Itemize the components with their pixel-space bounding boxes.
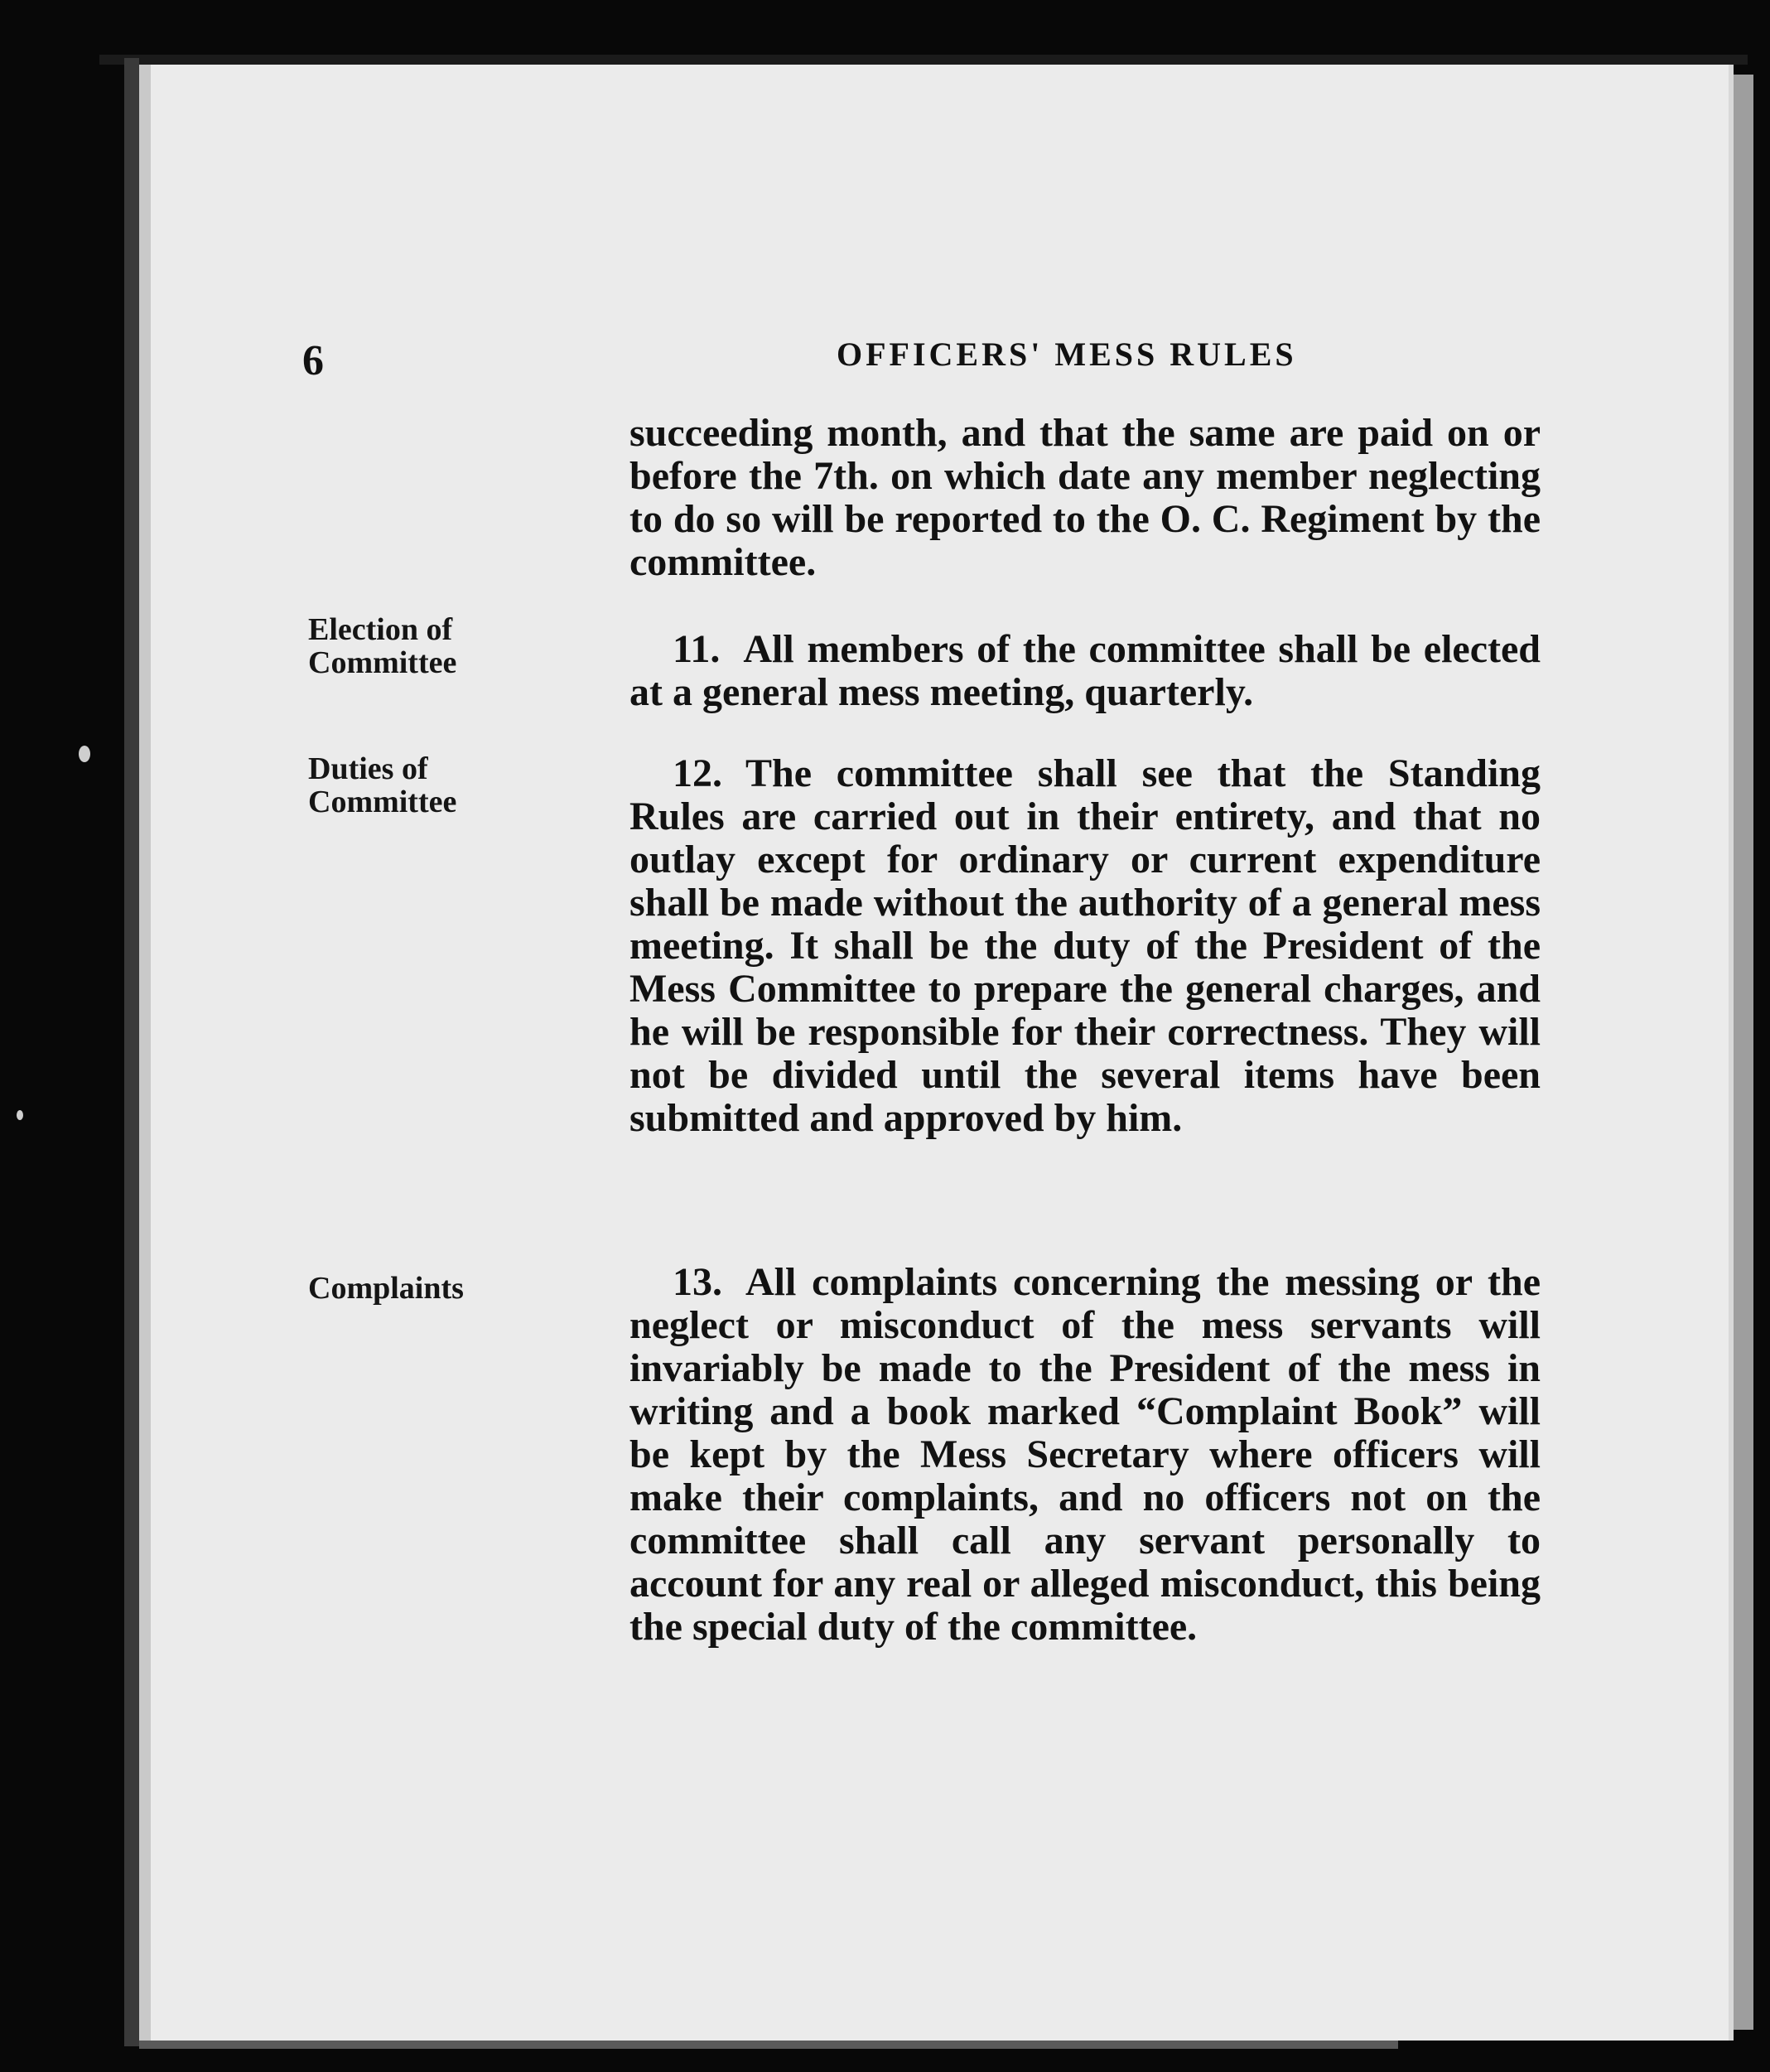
running-title: OFFICERS' MESS RULES (837, 336, 1297, 373)
paragraph-number: 12. (673, 751, 722, 795)
scan-speck (17, 1110, 23, 1120)
margin-note-duties (308, 752, 456, 819)
paragraph-number: 11. (673, 627, 721, 671)
paragraph-12 (629, 752, 1541, 1140)
paragraph-text: succeeding month, and that the same are paid on or before the 7th. on which date any member neglecting to do so will be reported to the O. C. Regiment by the committee. (629, 411, 1541, 584)
running-head (0, 328, 1770, 394)
margin-note-line: Election of (308, 612, 453, 647)
paragraph-11 (629, 628, 1541, 714)
scan-speck (79, 746, 90, 762)
paragraph-text: All members of the committee shall be elected at a general mess meeting, quarterly. (629, 627, 1541, 714)
paragraph-continued (629, 412, 1541, 584)
page-bottom-edge (139, 2041, 1398, 2049)
margin-note-line: Committee (308, 785, 457, 819)
margin-note-line: Committee (308, 645, 457, 680)
paragraph-text: The committee shall see that the Standing Rules are carried out in their entirety, and that no outlay except for ordinary or current expenditure shall be made without the authority of a general mess meeting. It shall be the duty of the President of the Mess Committee to prepare the general charges, and he will be responsible for their correctness. They will not be divided until the several items have been submitted and approved by him. (629, 751, 1541, 1140)
page-number: 6 (302, 337, 324, 384)
paragraph-text: All complaints concerning the messing or the neglect or misconduct of the mess servants will invariably be made to the President of the mess in writing and a book marked “Complaint Book” will be kept by the Mess Secretary where officers will make their complaints, and no officers not on the committee shall call any servant personally to account for any real or alleged misconduct, this being the special duty of the committee. (629, 1260, 1541, 1649)
margin-note-line: Duties of (308, 751, 428, 786)
paragraph-13 (629, 1261, 1541, 1649)
paragraph-number: 13. (673, 1260, 722, 1304)
margin-note-complaints (308, 1272, 464, 1305)
margin-note-election (308, 613, 456, 679)
page-top-edge (99, 55, 1748, 65)
margin-note-line: Complaints (308, 1271, 464, 1306)
